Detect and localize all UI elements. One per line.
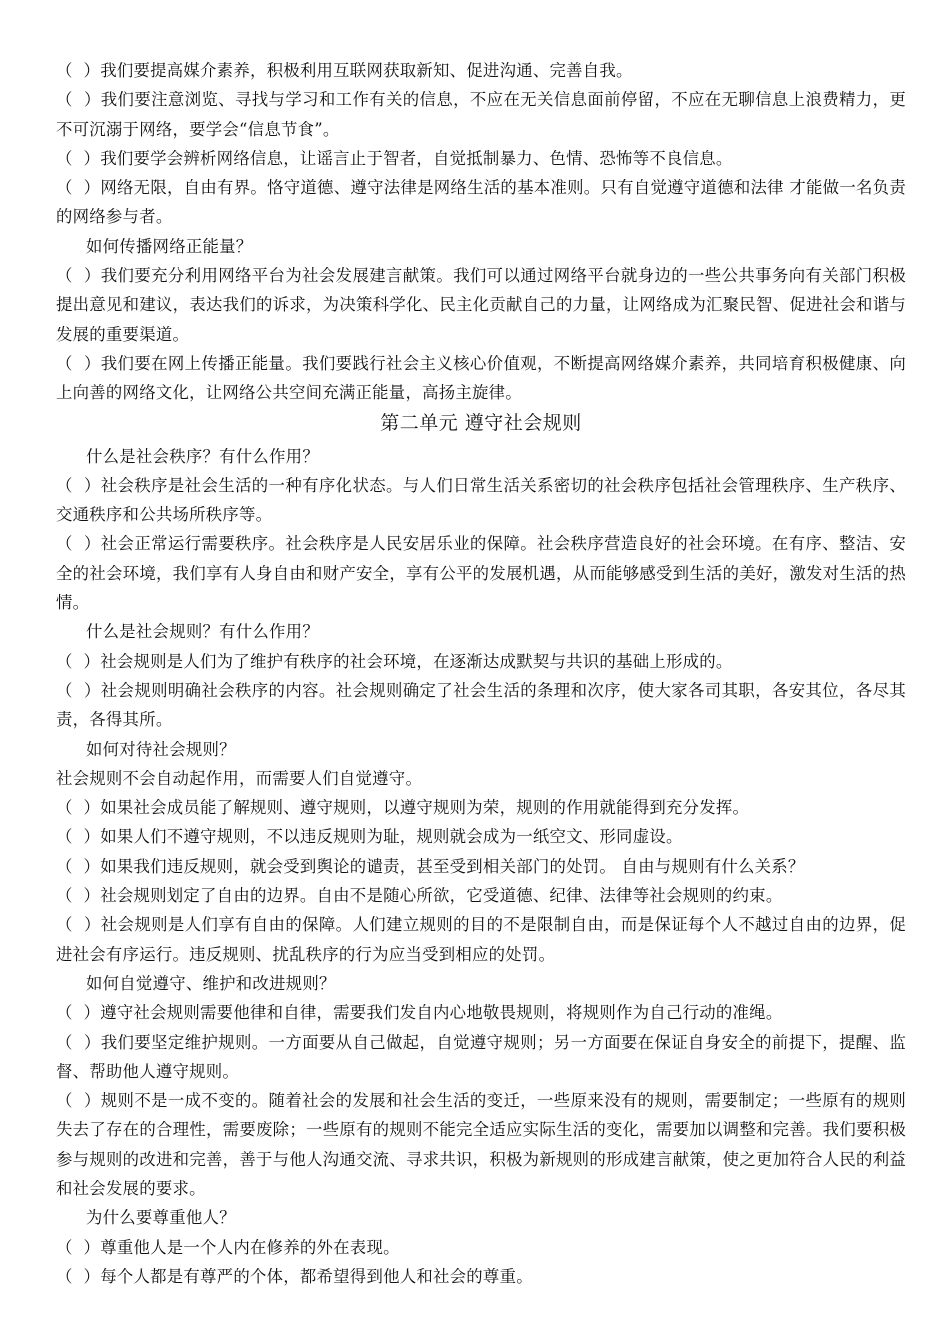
- fill-blank-item: [56, 144, 906, 173]
- fill-blank-item: [56, 85, 906, 144]
- fill-blank-item: [56, 793, 906, 822]
- item-text: 我们要注意浏览、寻找与学习和工作有关的信息，不应在无关信息面前停留，不应在无聊信息上浪费精力，更不可沉溺于网络，要学会“信息节食”。: [56, 90, 907, 139]
- answer-bracket: （ ）: [56, 915, 101, 935]
- fill-blank-item: [56, 676, 906, 735]
- answer-bracket: （ ）: [56, 534, 101, 554]
- fill-blank-item: [56, 1028, 906, 1087]
- item-text: 社会正常运行需要秩序。社会秩序是人民安居乐业的保障。社会秩序营造良好的社会环境。在有序、整洁、安全的社会环境，我们享有人身自由和财产安全，享有公平的发展机遇，从而能够感受到生活的美好，激发对生活的热情。: [56, 534, 907, 613]
- document-body: [56, 56, 906, 1291]
- fill-blank-item: [56, 1262, 906, 1291]
- fill-blank-item: [56, 471, 906, 530]
- item-text: 社会规则划定了自由的边界。自由不是随心所欲，它受道德、纪律、法律等社会规则的约束。: [100, 886, 783, 906]
- paragraph: 社会规则不会自动起作用，而需要人们自觉遵守。: [56, 768, 423, 788]
- answer-bracket: （ ）: [56, 1266, 101, 1286]
- item-text: 网络无限，自由有界。恪守道德、遵守法律是网络生活的基本准则。只有自觉遵守道德和法律 才能做一名负责的网络参与者。: [56, 178, 906, 227]
- answer-bracket: （ ）: [56, 886, 101, 906]
- fill-blank-item: [56, 852, 906, 881]
- item-text: 遵守社会规则需要他律和自律，需要我们发自内心地敬畏规则，将规则作为自己行动的准绳。: [100, 1003, 783, 1023]
- fill-blank-item: [56, 529, 906, 617]
- question-heading: 什么是社会规则？有什么作用？: [86, 622, 319, 642]
- answer-bracket: （ ）: [56, 651, 101, 671]
- answer-bracket: （ ）: [56, 856, 101, 876]
- answer-bracket: （ ）: [56, 475, 101, 495]
- answer-bracket: （ ）: [56, 827, 101, 847]
- fill-blank-item: [56, 998, 906, 1027]
- item-text: 如果人们不遵守规则，不以违反规则为耻，规则就会成为一纸空文、形同虚设。: [100, 827, 683, 847]
- question-heading: 什么是社会秩序？有什么作用？: [86, 446, 319, 466]
- item-text: 每个人都是有尊严的个体，都希望得到他人和社会的尊重。: [100, 1266, 533, 1286]
- answer-bracket: （ ）: [56, 1237, 101, 1257]
- answer-bracket: （ ）: [56, 61, 101, 80]
- item-text: 社会规则明确社会秩序的内容。社会规则确定了社会生活的条理和次序，使大家各司其职，各安其位，各尽其责，各得其所。: [56, 680, 907, 730]
- answer-bracket: （ ）: [56, 1032, 101, 1052]
- question-heading: 为什么要尊重他人？: [86, 1208, 236, 1228]
- answer-bracket: （ ）: [56, 178, 101, 198]
- item-text: 尊重他人是一个人内在修养的外在表现。: [100, 1237, 400, 1257]
- answer-bracket: （ ）: [56, 90, 101, 110]
- answer-bracket: （ ）: [56, 353, 101, 373]
- fill-blank-item: [56, 349, 906, 408]
- answer-bracket: （ ）: [56, 266, 101, 286]
- fill-blank-item: [56, 822, 906, 851]
- fill-blank-item: [56, 56, 906, 85]
- section-heading: 第二单元 遵守社会规则: [380, 411, 582, 434]
- fill-blank-item: [56, 261, 906, 349]
- answer-bracket: （ ）: [56, 148, 101, 168]
- fill-blank-item: [56, 1086, 906, 1203]
- answer-bracket: （ ）: [56, 798, 101, 818]
- fill-blank-item: [56, 1233, 906, 1262]
- answer-bracket: （ ）: [56, 1003, 101, 1023]
- item-text: 我们要学会辨析网络信息，让谣言止于智者，自觉抵制暴力、色情、恐怖等不良信息。: [100, 148, 733, 168]
- question-heading: 如何自觉遵守、维护和改进规则？: [86, 973, 336, 993]
- item-text: 我们要在网上传播正能量。我们要践行社会主义核心价值观，不断提高网络媒介素养，共同培育积极健康、向上向善的网络文化，让网络公共空间充满正能量，高扬主旋律。: [56, 353, 907, 403]
- item-text: 社会规则是人们享有自由的保障。人们建立规则的目的不是限制自由，而是保证每个人不越过自由的边界，促进社会有序运行。违反规则、扰乱秩序的行为应当受到相应的处罚。: [56, 915, 907, 964]
- fill-blank-item: [56, 173, 906, 232]
- answer-bracket: （ ）: [56, 680, 101, 700]
- item-text: 如果社会成员能了解规则、遵守规则，以遵守规则为荣，规则的作用就能得到充分发挥。: [100, 798, 750, 818]
- item-text: 如果我们违反规则，就会受到舆论的谴责，甚至受到相关部门的处罚。 自由与规则有什么关系？: [100, 856, 805, 876]
- fill-blank-item: [56, 647, 906, 676]
- question-heading: 如何对待社会规则？: [86, 739, 236, 759]
- answer-bracket: （ ）: [56, 1091, 101, 1111]
- item-text: 我们要坚定维护规则。一方面要从自己做起，自觉遵守规则；另一方面要在保证自身安全的前提下，提醒、监督、帮助他人遵守规则。: [56, 1032, 907, 1081]
- fill-blank-item: [56, 910, 906, 969]
- item-text: 规则不是一成不变的。随着社会的发展和社会生活的变迁，一些原来没有的规则，需要制定；一些原有的规则失去了存在的合理性，需要废除；一些原有的规则不能完全适应实际生活的变化，需要加以调整和完善。我们要积极参与规则的改进和完善，善于与他人沟通交流、寻求共识，积极为新规则的形成建言献策，使之更加符合人民的利益和社会发展的要求。: [56, 1091, 907, 1198]
- item-text: 社会秩序是社会生活的一种有序化状态。与人们日常生活关系密切的社会秩序包括社会管理秩序、生产秩序、交通秩序和公共场所秩序等。: [56, 475, 907, 525]
- item-text: 我们要提高媒介素养，积极利用互联网获取新知、促进沟通、完善自我。: [100, 61, 633, 80]
- question-heading: 如何传播网络正能量？: [86, 236, 253, 256]
- fill-blank-item: [56, 881, 906, 910]
- item-text: 我们要充分利用网络平台为社会发展建言献策。我们可以通过网络平台就身边的一些公共事务向有关部门积极提出意见和建议，表达我们的诉求，为决策科学化、民主化贡献自己的力量，让网络成为汇聚民智、促进社会和谐与发展的重要渠道。: [56, 266, 907, 344]
- item-text: 社会规则是人们为了维护有秩序的社会环境，在逐渐达成默契与共识的基础上形成的。: [100, 651, 733, 671]
